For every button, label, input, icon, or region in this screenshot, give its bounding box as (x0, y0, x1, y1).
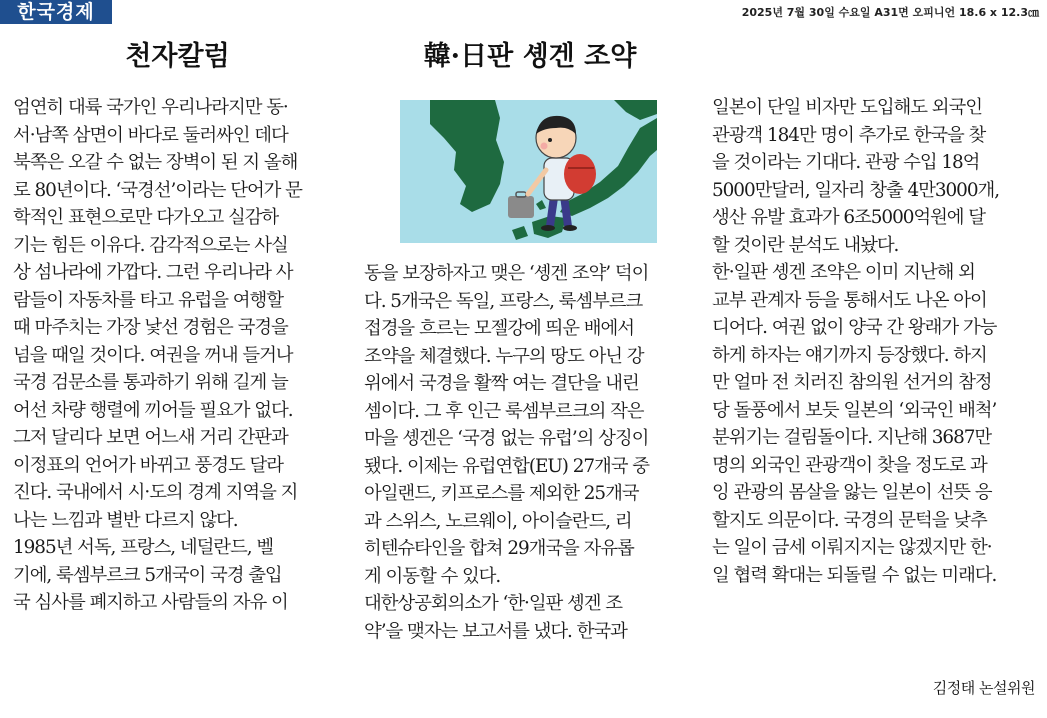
article-text-line: 위에서 국경을 활짝 여는 결단을 내린 (364, 373, 639, 394)
backpack-icon (564, 154, 596, 194)
article-text-line: 이정표의 언어가 바뀌고 풍경도 달라 (13, 454, 283, 476)
author-byline: 김정태 논설위원 (932, 679, 1035, 697)
article-text-line: 엄연히 대륙 국가인 우리나라지만 동· (13, 97, 288, 118)
section-title: 천자칼럼 (125, 41, 230, 72)
article-text-line: 동을 보장하자고 맺은 ‘솅겐 조약’ 덕이 (364, 263, 649, 284)
article-text-line: 만 얼마 전 치러진 참의원 선거의 참정 (712, 372, 992, 393)
article-text-line: 다. 5개국은 독일, 프랑스, 룩셈부르크 (364, 290, 643, 312)
article-text-line: 과 스위스, 노르웨이, 아이슬란드, 리 (364, 510, 632, 532)
article-text-line: 나는 느낌과 별반 다르지 않다. (13, 509, 238, 531)
article-text-line: 학적인 표현으로만 다가오고 실감하 (13, 207, 279, 228)
article-column-1 (13, 94, 348, 617)
article-text-line: 람들이 자동차를 타고 유럽을 여행할 (13, 289, 283, 311)
article-text-line: 접경을 흐르는 모젤강에 띄운 배에서 (364, 318, 634, 339)
article-text-line: 됐다. 이제는 유럽연합(EU) 27개국 중 (364, 455, 649, 477)
article-text-line: 넘을 때일 것이다. 여권을 꺼내 들거나 (13, 344, 293, 366)
article-text-line: 조약을 체결했다. 누구의 땅도 아닌 강 (364, 345, 644, 367)
article-text-line: 게 이동할 수 있다. (364, 565, 501, 587)
article-column-3 (712, 94, 1042, 589)
article-headline: 韓·日판 솅겐 조약 (423, 41, 637, 72)
article-text-line: 한·일판 솅겐 조약은 이미 지난해 외 (712, 262, 975, 283)
article-text-line: 어선 차량 행렬에 끼어들 필요가 없다. (13, 399, 293, 421)
article-text-line: 명의 외국인 관광객이 찾을 정도로 과 (712, 454, 987, 476)
article-column-2 (364, 260, 696, 645)
article-text-line: 대한상공회의소가 ‘한·일판 솅겐 조 (364, 593, 622, 614)
article-text-line: 생산 유발 효과가 6조5000억원에 달 (712, 207, 986, 228)
article-text-line: 는 일이 금세 이뤄지지는 않겠지만 한· (712, 537, 992, 558)
article-text-line: 5000만달러, 일자리 창출 4만3000개, (712, 179, 999, 201)
article-text-line: 약’을 맺자는 보고서를 냈다. 한국과 (364, 620, 627, 642)
article-text-line: 셈이다. 그 후 인근 룩셈부르크의 작은 (364, 400, 644, 422)
article-text-line: 을 것이라는 기대다. 관광 수입 18억 (712, 152, 980, 173)
article-text-line: 관광객 184만 명이 추가로 한국을 찾 (712, 124, 986, 146)
article-text-line: 일 협력 확대는 되돌릴 수 없는 미래다. (712, 564, 997, 586)
article-text-line: 디어다. 여권 없이 양국 간 왕래가 가능 (712, 317, 997, 338)
article-text-line: 서·남쪽 삼면이 바다로 둘러싸인 데다 (13, 124, 288, 146)
illustration-traveler-map (400, 100, 657, 243)
suitcase-icon (508, 196, 534, 218)
article-text-line: 하게 하자는 얘기까지 등장했다. 하지 (712, 344, 987, 366)
article-text-line: 일본이 단일 비자만 도입해도 외국인 (712, 97, 982, 118)
article-text-line: 교부 관계자 등을 통해서도 나온 아이 (712, 289, 987, 311)
article-text-line: 북쪽은 오갈 수 없는 장벽이 된 지 올해 (13, 152, 298, 173)
article-text-line: 잉 관광의 몸살을 앓는 일본이 선뜻 응 (712, 482, 992, 503)
article-text-line: 아일랜드, 키프로스를 제외한 25개국 (364, 483, 639, 504)
article-text-line: 로 80년이다. ‘국경선’이라는 단어가 문 (13, 179, 302, 201)
article-text-line: 히텐슈타인을 합쳐 29개국을 자유롭 (364, 538, 634, 559)
article-text-line: 당 돌풍에서 보듯 일본의 ‘외국인 배척’ (712, 399, 997, 421)
newspaper-logo: 한국경제 (0, 0, 112, 24)
article-text-line: 국경 검문소를 통과하기 위해 길게 늘 (13, 372, 288, 393)
article-text-line: 국 심사를 폐지하고 사람들의 자유 이 (13, 592, 288, 613)
article-text-line: 그저 달리다 보면 어느새 거리 간판과 (13, 427, 288, 448)
article-text-line: 분위기는 걸림돌이다. 지난해 3687만 (712, 427, 992, 448)
article-text-line: 1985년 서독, 프랑스, 네덜란드, 벨 (13, 537, 274, 558)
article-text-line: 진다. 국내에서 시·도의 경계 지역을 지 (13, 482, 298, 503)
article-text-line: 상 섬나라에 가깝다. 그런 우리나라 사 (13, 262, 293, 283)
publication-info: 2025년 7월 30일 수요일 A31면 오피니언 18.6 x 12.3㎝ (741, 6, 1039, 19)
article-text-line: 마을 솅겐은 ‘국경 없는 유럽’의 상징이 (364, 428, 649, 449)
article-text-line: 할지도 의문이다. 국경의 문턱을 낮추 (712, 509, 987, 531)
article-text-line: 할 것이란 분석도 내놨다. (712, 234, 899, 256)
article-text-line: 때 마주치는 가장 낯선 경험은 국경을 (13, 317, 288, 338)
article-text-line: 기에, 룩셈부르크 5개국이 국경 출입 (13, 564, 282, 586)
article-text-line: 기는 힘든 이유다. 감각적으로는 사실 (13, 234, 288, 256)
